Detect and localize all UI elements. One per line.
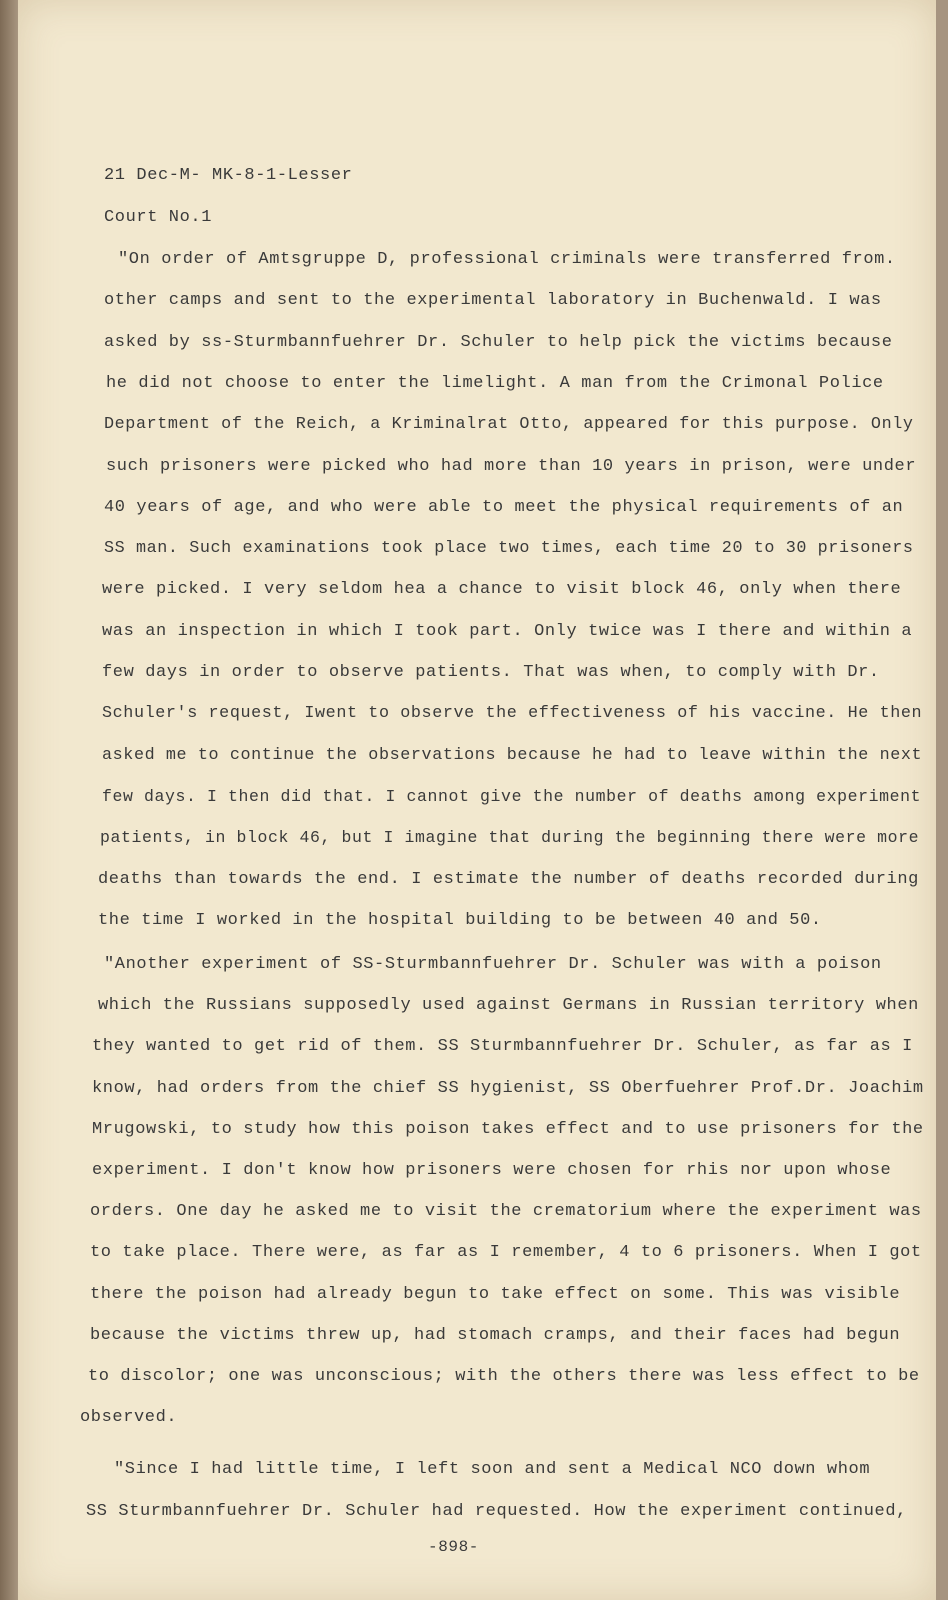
body-line: "Another experiment of SS-Sturmbannfuehrer Dr. Schuler was with a poison (104, 955, 882, 974)
body-line: he did not choose to enter the limelight. A man from the Crimonal Police (106, 373, 884, 393)
body-line: to discolor; one was unconscious; with the others there was less effect to be (88, 1367, 920, 1386)
body-line: they wanted to get rid of them. SS Sturmbannfuehrer Dr. Schuler, as far as I (92, 1037, 913, 1057)
body-line: "Since I had little time, I left soon and sent a Medical NCO down whom (114, 1460, 871, 1479)
body-line: "On order of Amtsgruppe D, professional criminals were transferred from. (118, 250, 896, 269)
body-line: were picked. I very seldom hea a chance to visit block 46, only when there (102, 580, 902, 600)
body-line: there the poison had already begun to take effect on some. This was visible (90, 1284, 901, 1304)
document-reference: 21 Dec-M- MK-8-1-Lesser (104, 166, 353, 185)
body-line: observed. (80, 1408, 178, 1428)
typewritten-page (18, 0, 936, 1600)
body-line: patients, in block 46, but I imagine that during the beginning there were more (100, 828, 920, 848)
body-line: Department of the Reich, a Kriminalrat Otto, appeared for this purpose. Only (104, 415, 914, 435)
body-line: Schuler's request, Iwent to observe the effectiveness of his vaccine. He then (102, 704, 923, 724)
body-line: few days. I then did that. I cannot give the number of deaths among experiment (102, 786, 922, 806)
body-line: other camps and sent to the experimental laboratory in Buchenwald. I was (104, 291, 882, 311)
body-line: SS Sturmbannfuehrer Dr. Schuler had requested. How the experiment continued, (86, 1502, 907, 1521)
body-line: because the victims threw up, had stomach cramps, and their faces had begun (90, 1325, 901, 1345)
body-line: asked me to continue the observations because he had to leave within the next (102, 745, 923, 765)
body-line: Mrugowski, to study how this poison takes effect and to use prisoners for the (92, 1119, 924, 1139)
body-line: which the Russians supposedly used against Germans in Russian territory when (98, 996, 919, 1016)
body-line: 40 years of age, and who were able to meet the physical requirements of an (104, 497, 904, 517)
body-line: to take place. There were, as far as I remember, 4 to 6 prisoners. When I got (90, 1243, 922, 1263)
body-line: the time I worked in the hospital building to be between 40 and 50. (98, 910, 822, 930)
body-line: experiment. I don't know how prisoners were chosen for rhis nor upon whose (92, 1161, 892, 1180)
scan-edge (0, 0, 18, 1600)
body-line: know, had orders from the chief SS hygienist, SS Oberfuehrer Prof.Dr. Joachim (92, 1078, 924, 1098)
body-line: such prisoners were picked who had more than 10 years in prison, were under (106, 456, 917, 476)
body-line: deaths than towards the end. I estimate the number of deaths recorded during (98, 869, 919, 889)
body-line: was an inspection in which I took part. Only twice was I there and within a (102, 621, 913, 641)
body-line: asked by ss-Sturmbannfuehrer Dr. Schuler to help pick the victims because (104, 332, 893, 352)
body-line: few days in order to observe patients. That was when, to comply with Dr. (102, 663, 880, 682)
body-line: orders. One day he asked me to visit the crematorium where the experiment was (90, 1202, 922, 1222)
body-line: SS man. Such examinations took place two times, each time 20 to 30 prisoners (104, 539, 914, 559)
page-number: -898- (428, 1538, 480, 1556)
court-label: Court No.1 (104, 208, 213, 227)
